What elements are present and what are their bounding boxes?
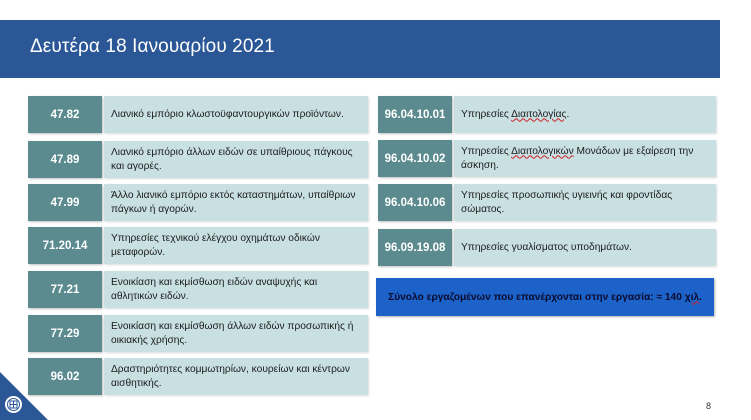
greek-national-emblem-icon xyxy=(5,396,22,413)
list-item xyxy=(28,358,368,395)
activity-description: Ενοικίαση και εκμίσθωση άλλων ειδών προσωπικής ή οικιακής χρήσης. xyxy=(104,315,368,352)
list-item xyxy=(28,227,368,264)
desc-text: Μονάδων με εξαίρεση την άσκηση. xyxy=(461,145,694,171)
desc-text: . xyxy=(566,108,570,120)
activity-code: 96.09.19.08 xyxy=(378,229,452,266)
activity-code: 96.04.10.01 xyxy=(378,96,452,133)
activity-code: 71.20.14 xyxy=(28,227,102,264)
list-item xyxy=(378,140,716,177)
title-banner-arrow xyxy=(706,20,720,78)
page-number: 8 xyxy=(706,401,712,411)
activity-code: 96.02 xyxy=(28,358,102,395)
desc-text: Υπηρεσίες xyxy=(461,145,512,157)
total-workers-banner xyxy=(376,278,714,316)
list-item xyxy=(378,184,716,221)
activity-code: 47.82 xyxy=(28,96,102,133)
desc-spellcheck-word: Διαιτολογικών xyxy=(511,145,574,157)
total-text: . xyxy=(699,291,702,303)
page-title: Δευτέρα 18 Ιανουαρίου 2021 xyxy=(30,36,275,57)
activity-description xyxy=(454,140,716,177)
activity-description: Λιανικό εμπόριο κλωστοϋφαντουργικών προϊόντων. xyxy=(104,96,368,133)
activity-description: Υπηρεσίες τεχνικού ελέγχου οχημάτων οδικών μεταφορών. xyxy=(104,227,368,264)
list-item xyxy=(378,96,716,133)
desc-spellcheck-word: Διαιτολογίας xyxy=(511,108,567,120)
activity-description: Υπηρεσίες γυαλίσματος υποδημάτων. xyxy=(454,229,716,266)
total-spellcheck-word: χιλ xyxy=(684,291,700,303)
activity-code: 77.29 xyxy=(28,315,102,352)
list-item xyxy=(28,141,368,178)
list-item xyxy=(28,271,368,308)
total-text: Σύνολο εργαζομένων που επανέρχονται στην εργασία: ≈ 140 xyxy=(388,291,685,303)
activity-description: Άλλο λιανικό εμπόριο εκτός καταστημάτων, υπαίθριων πάγκων ή αγορών. xyxy=(104,184,368,221)
activity-code: 96.04.10.06 xyxy=(378,184,452,221)
activity-description xyxy=(454,96,716,133)
activity-description: Λιανικό εμπόριο άλλων ειδών σε υπαίθριους πάγκους και αγορές. xyxy=(104,141,368,178)
desc-text: Υπηρεσίες xyxy=(461,108,512,120)
activity-description: Ενοικίαση και εκμίσθωση ειδών αναψυχής και αθλητικών ειδών. xyxy=(104,271,368,308)
list-item xyxy=(28,184,368,221)
activity-description: Υπηρεσίες προσωπικής υγιεινής και φροντίδας σώματος. xyxy=(454,184,716,221)
activity-description: Δραστηριότητες κομμωτηρίων, κουρείων και κέντρων αισθητικής. xyxy=(104,358,368,395)
list-item xyxy=(378,229,716,266)
list-item xyxy=(28,96,368,133)
activity-code: 47.89 xyxy=(28,141,102,178)
activity-code: 47.99 xyxy=(28,184,102,221)
activity-code: 77.21 xyxy=(28,271,102,308)
activity-code: 96.04.10.02 xyxy=(378,140,452,177)
list-item xyxy=(28,315,368,352)
